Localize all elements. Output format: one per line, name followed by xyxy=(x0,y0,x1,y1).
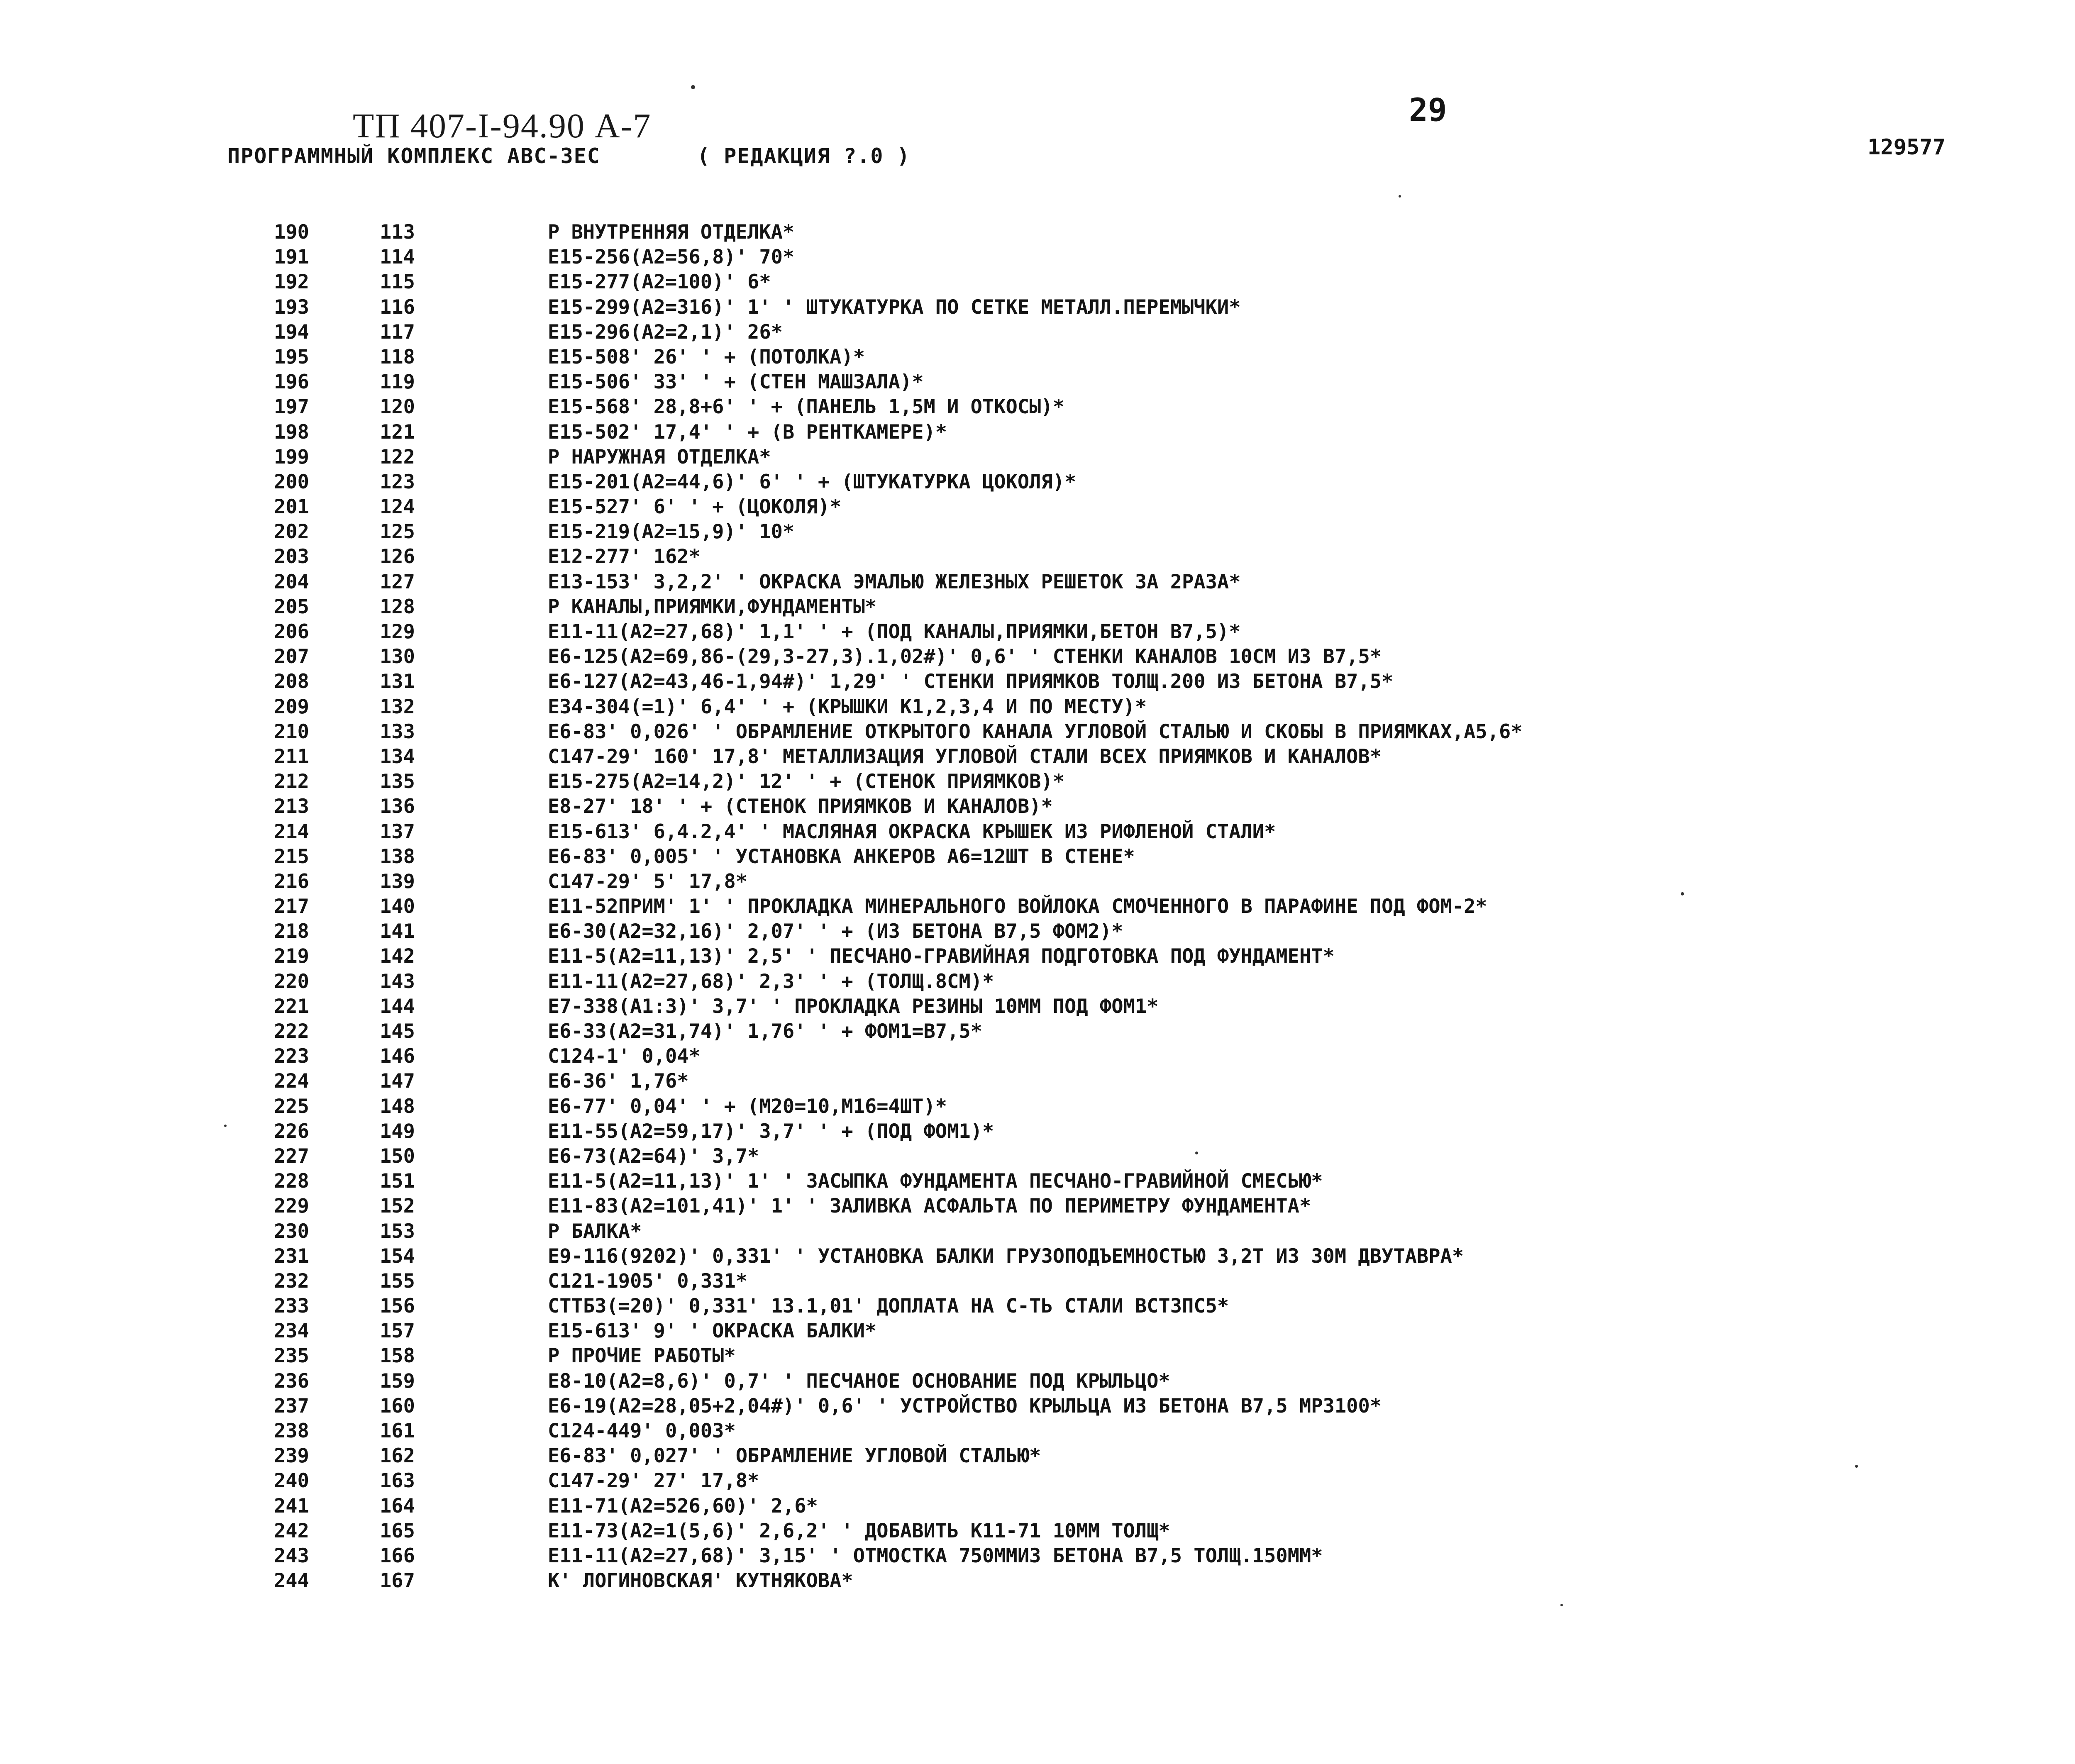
listing-row xyxy=(274,1219,2075,1244)
line-number: 219 xyxy=(274,945,309,968)
listing-row xyxy=(274,894,2075,919)
line-number: 210 xyxy=(274,720,309,743)
item-number: 149 xyxy=(380,1120,415,1143)
listing-row xyxy=(274,270,2075,295)
item-number: 161 xyxy=(380,1420,415,1442)
listing-row xyxy=(274,769,2075,794)
line-number: 198 xyxy=(274,420,309,444)
estimate-entry: Р НАРУЖНАЯ ОТДЕЛКА* xyxy=(548,445,771,468)
item-number: 120 xyxy=(380,395,415,419)
item-number: 150 xyxy=(380,1144,415,1168)
line-number: 236 xyxy=(274,1369,309,1393)
line-number: 199 xyxy=(274,445,309,468)
listing-row xyxy=(274,669,2075,694)
line-number: 200 xyxy=(274,470,309,493)
listing-row xyxy=(274,1169,2075,1194)
estimate-entry: Е15-506' 33' ' + (СТЕН МАШЗАЛА)* xyxy=(548,371,924,394)
listing-row xyxy=(274,1394,2075,1419)
item-number: 166 xyxy=(380,1544,415,1567)
estimate-entry: Е6-33(А2=31,74)' 1,76' ' + ФОМ1=В7,5* xyxy=(548,1020,982,1043)
estimate-entry: Е11-5(А2=11,13)' 2,5' ' ПЕСЧАНО-ГРАВИЙНАЯ ПОДГОТОВКА ПОД ФУНДАМЕНТ* xyxy=(548,945,1335,968)
line-number: 195 xyxy=(274,345,309,368)
estimate-entry: Е15-275(А2=14,2)' 12' ' + (СТЕНОК ПРИЯМКОВ)* xyxy=(548,770,1065,793)
estimate-entry: Е6-127(А2=43,46-1,94#)' 1,29' ' СТЕНКИ ПРИЯМКОВ ТОЛЩ.200 ИЗ БЕТОНА В7,5* xyxy=(548,670,1394,693)
estimate-entry: Е8-10(А2=8,6)' 0,7' ' ПЕСЧАНОЕ ОСНОВАНИЕ ПОД КРЫЛЬЦО* xyxy=(548,1369,1170,1393)
estimate-entry: Е11-5(А2=11,13)' 1' ' ЗАСЫПКА ФУНДАМЕНТА ПЕСЧАНО-ГРАВИЙНОЙ СМЕСЬЮ* xyxy=(548,1170,1323,1193)
listing-row xyxy=(274,1119,2075,1144)
listing-row xyxy=(274,1369,2075,1394)
estimate-entry: Е11-71(А2=526,60)' 2,6* xyxy=(548,1494,818,1518)
listing-row xyxy=(274,944,2075,969)
item-number: 136 xyxy=(380,795,415,818)
item-number: 154 xyxy=(380,1244,415,1268)
listing-row xyxy=(274,220,2075,245)
item-number: 165 xyxy=(380,1519,415,1542)
line-number: 202 xyxy=(274,520,309,544)
line-number: 227 xyxy=(274,1144,309,1168)
estimate-entry: Е11-83(А2=101,41)' 1' ' ЗАЛИВКА АСФАЛЬТА ПО ПЕРИМЕТРУ ФУНДАМЕНТА* xyxy=(548,1195,1311,1218)
line-number: 225 xyxy=(274,1095,309,1118)
item-number: 156 xyxy=(380,1295,415,1318)
item-number: 147 xyxy=(380,1070,415,1093)
line-number: 243 xyxy=(274,1544,309,1567)
scan-speck xyxy=(224,1125,227,1127)
listing-row xyxy=(274,1019,2075,1044)
listing-row xyxy=(274,1544,2075,1569)
item-number: 119 xyxy=(380,371,415,394)
listing-row xyxy=(274,820,2075,844)
program-complex-label: ПРОГРАММНЫЙ КОМПЛЕКС АВС-ЗЕС xyxy=(227,144,601,168)
estimate-entry: Е6-77' 0,04' ' + (М20=10,М16=4ШТ)* xyxy=(548,1095,947,1118)
listing-row xyxy=(274,644,2075,669)
scan-speck xyxy=(1399,195,1401,198)
estimate-entry: Р ПРОЧИЕ РАБОТЫ* xyxy=(548,1344,736,1368)
item-number: 162 xyxy=(380,1444,415,1468)
estimate-entry: СТТБ3(=20)' 0,331' 13.1,01' ДОПЛАТА НА С-ТЬ СТАЛИ ВСТ3ПС5* xyxy=(548,1295,1229,1318)
estimate-entry: Е9-116(9202)' 0,331' ' УСТАНОВКА БАЛКИ ГРУЗОПОДЪЕМНОСТЬЮ 3,2Т ИЗ 30М ДВУТАВРА* xyxy=(548,1244,1464,1268)
item-number: 142 xyxy=(380,945,415,968)
item-number: 125 xyxy=(380,520,415,544)
line-number: 234 xyxy=(274,1320,309,1343)
estimate-entry: Р ВНУТРЕННЯЯ ОТДЕЛКА* xyxy=(548,221,795,244)
line-number: 230 xyxy=(274,1220,309,1243)
estimate-entry: С124-1' 0,04* xyxy=(548,1045,701,1068)
scan-speck xyxy=(1195,1152,1198,1154)
item-number: 118 xyxy=(380,345,415,368)
item-number: 121 xyxy=(380,420,415,444)
estimate-entry: Е15-502' 17,4' ' + (В РЕНТКАМЕРЕ)* xyxy=(548,420,947,444)
estimate-entry: Е15-568' 28,8+6' ' + (ПАНЕЛЬ 1,5М И ОТКОСЫ)* xyxy=(548,395,1065,419)
item-number: 137 xyxy=(380,820,415,843)
item-number: 114 xyxy=(380,246,415,269)
estimate-entry: Е15-613' 9' ' ОКРАСКА БАЛКИ* xyxy=(548,1320,877,1343)
listing-row xyxy=(274,1419,2075,1444)
line-number: 237 xyxy=(274,1394,309,1418)
listing-row xyxy=(274,1144,2075,1169)
line-number: 196 xyxy=(274,371,309,394)
estimate-entry: Р КАНАЛЫ,ПРИЯМКИ,ФУНДАМЕНТЫ* xyxy=(548,595,877,618)
estimate-entry: Е15-296(А2=2,1)' 26* xyxy=(548,320,783,344)
listing-row xyxy=(274,1294,2075,1319)
item-number: 164 xyxy=(380,1494,415,1518)
document-number: 129577 xyxy=(1868,135,1946,160)
listing-row xyxy=(274,1569,2075,1593)
estimate-entry: Е6-125(А2=69,86-(29,3-27,3).1,02#)' 0,6' ' СТЕНКИ КАНАЛОВ 10СМ ИЗ В7,5* xyxy=(548,645,1382,669)
estimate-entry: Е8-27' 18' ' + (СТЕНОК ПРИЯМКОВ И КАНАЛОВ)* xyxy=(548,795,1053,818)
item-number: 146 xyxy=(380,1045,415,1068)
listing-row xyxy=(274,495,2075,520)
estimate-entry: Е6-73(А2=64)' 3,7* xyxy=(548,1144,759,1168)
line-number: 222 xyxy=(274,1020,309,1043)
listing-row xyxy=(274,245,2075,270)
estimate-entry: С147-29' 27' 17,8* xyxy=(548,1469,759,1493)
estimate-entry: Е13-153' 3,2,2' ' ОКРАСКА ЭМАЛЬЮ ЖЕЛЕЗНЫХ РЕШЕТОК ЗА 2РАЗА* xyxy=(548,570,1241,593)
listing-row xyxy=(274,295,2075,320)
listing-row xyxy=(274,919,2075,944)
estimate-entry: Е6-19(А2=28,05+2,04#)' 0,6' ' УСТРОЙСТВО КРЫЛЬЦА ИЗ БЕТОНА В7,5 МР3100* xyxy=(548,1394,1382,1418)
line-number: 221 xyxy=(274,995,309,1018)
item-number: 132 xyxy=(380,695,415,718)
listing-row xyxy=(274,1469,2075,1493)
item-number: 159 xyxy=(380,1369,415,1393)
item-number: 115 xyxy=(380,271,415,294)
line-number: 226 xyxy=(274,1120,309,1143)
estimate-entry: С121-1905' 0,331* xyxy=(548,1269,748,1293)
item-number: 144 xyxy=(380,995,415,1018)
line-number: 228 xyxy=(274,1170,309,1193)
listing-row xyxy=(274,1269,2075,1294)
listing-row xyxy=(274,445,2075,470)
line-number: 244 xyxy=(274,1569,309,1593)
estimate-entry: Е11-55(А2=59,17)' 3,7' ' + (ПОД ФОМ1)* xyxy=(548,1120,994,1143)
line-number: 239 xyxy=(274,1444,309,1468)
line-number: 233 xyxy=(274,1295,309,1318)
listing-row xyxy=(274,520,2075,544)
scan-speck xyxy=(1560,1604,1563,1606)
line-number: 235 xyxy=(274,1344,309,1368)
estimate-entry: Е15-277(А2=100)' 6* xyxy=(548,271,771,294)
line-number: 192 xyxy=(274,271,309,294)
estimate-entry: Е15-508' 26' ' + (ПОТОЛКА)* xyxy=(548,345,865,368)
listing-row xyxy=(274,720,2075,744)
listing-row xyxy=(274,744,2075,769)
estimate-entry: Е12-277' 162* xyxy=(548,545,701,568)
line-number: 204 xyxy=(274,570,309,593)
line-number: 217 xyxy=(274,895,309,918)
listing-row xyxy=(274,1094,2075,1119)
estimate-entry: Е7-338(А1:3)' 3,7' ' ПРОКЛАДКА РЕЗИНЫ 10ММ ПОД ФОМ1* xyxy=(548,995,1159,1018)
item-number: 153 xyxy=(380,1220,415,1243)
line-number: 229 xyxy=(274,1195,309,1218)
item-number: 131 xyxy=(380,670,415,693)
listing-row xyxy=(274,544,2075,569)
estimate-entry: Е15-613' 6,4.2,4' ' МАСЛЯНАЯ ОКРАСКА КРЫШЕК ИЗ РИФЛЕНОЙ СТАЛИ* xyxy=(548,820,1276,843)
line-number: 203 xyxy=(274,545,309,568)
item-number: 117 xyxy=(380,320,415,344)
estimate-entry: С147-29' 160' 17,8' МЕТАЛЛИЗАЦИЯ УГЛОВОЙ СТАЛИ ВСЕХ ПРИЯМКОВ И КАНАЛОВ* xyxy=(548,745,1382,768)
item-number: 151 xyxy=(380,1170,415,1193)
line-number: 220 xyxy=(274,970,309,993)
document-title: ТП 407-I-94.90 А-7 xyxy=(353,107,652,145)
item-number: 124 xyxy=(380,495,415,519)
item-number: 145 xyxy=(380,1020,415,1043)
listing-row xyxy=(274,1044,2075,1069)
item-number: 158 xyxy=(380,1344,415,1368)
listing-row xyxy=(274,595,2075,620)
line-number: 215 xyxy=(274,845,309,868)
estimate-entry: К' ЛОГИНОВСКАЯ' КУТНЯКОВА* xyxy=(548,1569,853,1593)
estimate-entry: Е11-11(А2=27,68)' 1,1' ' + (ПОД КАНАЛЫ,ПРИЯМКИ,БЕТОН В7,5)* xyxy=(548,620,1241,643)
listing-row xyxy=(274,395,2075,420)
item-number: 134 xyxy=(380,745,415,768)
estimate-listing xyxy=(274,220,2075,1593)
item-number: 126 xyxy=(380,545,415,568)
item-number: 133 xyxy=(380,720,415,743)
line-number: 218 xyxy=(274,920,309,943)
item-number: 116 xyxy=(380,295,415,319)
item-number: 135 xyxy=(380,770,415,793)
line-number: 207 xyxy=(274,645,309,669)
item-number: 143 xyxy=(380,970,415,993)
estimate-entry: Е11-52ПРИМ' 1' ' ПРОКЛАДКА МИНЕРАЛЬНОГО ВОЙЛОКА СМОЧЕННОГО В ПАРАФИНЕ ПОД ФОМ-2* xyxy=(548,895,1487,918)
estimate-entry: Е6-30(А2=32,16)' 2,07' ' + (ИЗ БЕТОНА В7,5 ФОМ2)* xyxy=(548,920,1123,943)
estimate-entry: Е15-219(А2=15,9)' 10* xyxy=(548,520,795,544)
line-number: 209 xyxy=(274,695,309,718)
listing-row xyxy=(274,620,2075,644)
item-number: 157 xyxy=(380,1320,415,1343)
item-number: 130 xyxy=(380,645,415,669)
line-number: 193 xyxy=(274,295,309,319)
estimate-entry: С147-29' 5' 17,8* xyxy=(548,870,748,893)
line-number: 208 xyxy=(274,670,309,693)
item-number: 163 xyxy=(380,1469,415,1493)
line-number: 191 xyxy=(274,246,309,269)
listing-row xyxy=(274,420,2075,445)
estimate-entry: Е6-36' 1,76* xyxy=(548,1070,689,1093)
listing-row xyxy=(274,1244,2075,1269)
edition-label: ( РЕДАКЦИЯ ?.0 ) xyxy=(697,144,911,168)
listing-row xyxy=(274,320,2075,345)
line-number: 201 xyxy=(274,495,309,519)
line-number: 214 xyxy=(274,820,309,843)
listing-row xyxy=(274,1194,2075,1219)
item-number: 160 xyxy=(380,1394,415,1418)
item-number: 128 xyxy=(380,595,415,618)
estimate-entry: С124-449' 0,003* xyxy=(548,1420,736,1442)
listing-row xyxy=(274,1494,2075,1519)
listing-row xyxy=(274,1319,2075,1344)
listing-row xyxy=(274,1069,2075,1094)
estimate-entry: Е15-299(А2=316)' 1' ' ШТУКАТУРКА ПО СЕТКЕ МЕТАЛЛ.ПЕРЕМЫЧКИ* xyxy=(548,295,1241,319)
estimate-entry: Е15-527' 6' ' + (ЦОКОЛЯ)* xyxy=(548,495,842,519)
item-number: 123 xyxy=(380,470,415,493)
listing-row xyxy=(274,345,2075,370)
listing-row xyxy=(274,994,2075,1019)
line-number: 212 xyxy=(274,770,309,793)
item-number: 138 xyxy=(380,845,415,868)
item-number: 122 xyxy=(380,445,415,468)
item-number: 155 xyxy=(380,1269,415,1293)
page-number: 29 xyxy=(1409,91,1447,128)
line-number: 224 xyxy=(274,1070,309,1093)
listing-row xyxy=(274,969,2075,994)
scan-speck xyxy=(1681,892,1684,895)
listing-row xyxy=(274,570,2075,595)
line-number: 242 xyxy=(274,1519,309,1542)
line-number: 232 xyxy=(274,1269,309,1293)
item-number: 140 xyxy=(380,895,415,918)
estimate-entry: Е6-83' 0,027' ' ОБРАМЛЕНИЕ УГЛОВОЙ СТАЛЬЮ* xyxy=(548,1444,1041,1468)
listing-row xyxy=(274,844,2075,869)
estimate-entry: Е11-11(А2=27,68)' 2,3' ' + (ТОЛЩ.8СМ)* xyxy=(548,970,994,993)
estimate-entry: Е15-256(А2=56,8)' 70* xyxy=(548,246,795,269)
item-number: 152 xyxy=(380,1195,415,1218)
line-number: 205 xyxy=(274,595,309,618)
listing-row xyxy=(274,370,2075,395)
item-number: 139 xyxy=(380,870,415,893)
line-number: 216 xyxy=(274,870,309,893)
line-number: 194 xyxy=(274,320,309,344)
line-number: 231 xyxy=(274,1244,309,1268)
line-number: 211 xyxy=(274,745,309,768)
item-number: 148 xyxy=(380,1095,415,1118)
estimate-entry: Е6-83' 0,005' ' УСТАНОВКА АНКЕРОВ А6=12ШТ В СТЕНЕ* xyxy=(548,845,1135,868)
listing-row xyxy=(274,794,2075,819)
estimate-entry: Е11-73(А2=1(5,6)' 2,6,2' ' ДОБАВИТЬ К11-71 10ММ ТОЛЩ* xyxy=(548,1519,1170,1542)
item-number: 167 xyxy=(380,1569,415,1593)
estimate-entry: Е6-83' 0,026' ' ОБРАМЛЕНИЕ ОТКРЫТОГО КАНАЛА УГЛОВОЙ СТАЛЬЮ И СКОБЫ В ПРИЯМКАХ,А5,6* xyxy=(548,720,1523,743)
estimate-entry: Р БАЛКА* xyxy=(548,1220,642,1243)
line-number: 213 xyxy=(274,795,309,818)
line-number: 241 xyxy=(274,1494,309,1518)
line-number: 240 xyxy=(274,1469,309,1493)
listing-row xyxy=(274,1444,2075,1469)
item-number: 129 xyxy=(380,620,415,643)
estimate-entry: Е34-304(=1)' 6,4' ' + (КРЫШКИ К1,2,3,4 И ПО МЕСТУ)* xyxy=(548,695,1147,718)
line-number: 238 xyxy=(274,1420,309,1442)
listing-row xyxy=(274,470,2075,495)
item-number: 127 xyxy=(380,570,415,593)
item-number: 141 xyxy=(380,920,415,943)
estimate-entry: Е15-201(А2=44,6)' 6' ' + (ШТУКАТУРКА ЦОКОЛЯ)* xyxy=(548,470,1077,493)
listing-row xyxy=(274,695,2075,720)
listing-row xyxy=(274,1344,2075,1369)
line-number: 206 xyxy=(274,620,309,643)
scan-speck xyxy=(1855,1465,1858,1468)
line-number: 223 xyxy=(274,1045,309,1068)
listing-row xyxy=(274,1519,2075,1544)
estimate-entry: Е11-11(А2=27,68)' 3,15' ' ОТМОСТКА 750ММИЗ БЕТОНА В7,5 ТОЛЩ.150ММ* xyxy=(548,1544,1323,1567)
item-number: 113 xyxy=(380,221,415,244)
listing-row xyxy=(274,869,2075,894)
line-number: 197 xyxy=(274,395,309,419)
scan-speck xyxy=(691,85,695,89)
line-number: 190 xyxy=(274,221,309,244)
